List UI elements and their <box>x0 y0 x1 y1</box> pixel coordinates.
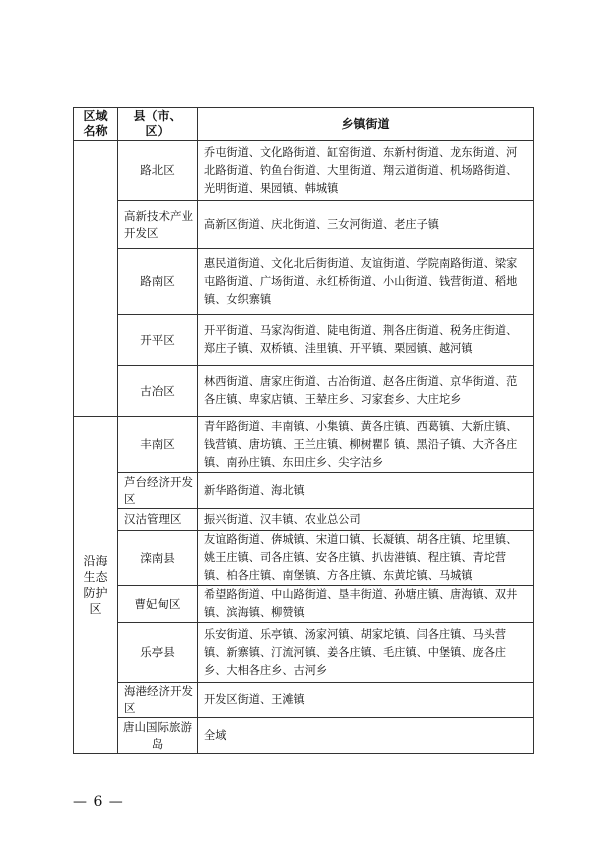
towns-cell: 新华路街道、海北镇 <box>198 473 534 509</box>
towns-cell: 乔屯街道、文化路街道、缸窑街道、东新村街道、龙东街道、河北路街道、钓鱼台街道、大里街道、翔云道街道、机场路街道、光明街道、果园镇、韩城镇 <box>198 141 534 201</box>
towns-cell: 希望路街道、中山路街道、垦丰街道、孙塘庄镇、唐海镇、双井镇、滨海镇、柳赞镇 <box>198 586 534 623</box>
county-cell: 古冶区 <box>118 366 198 417</box>
table-row <box>74 249 534 315</box>
table-row <box>74 683 534 718</box>
towns-cell: 友谊路街道、倴城镇、宋道口镇、长凝镇、胡各庄镇、坨里镇、姚王庄镇、司各庄镇、安各庄镇、扒齿港镇、程庄镇、青坨营镇、柏各庄镇、南堡镇、方各庄镇、东黄坨镇、马城镇 <box>198 531 534 586</box>
towns-cell: 全域 <box>198 718 534 754</box>
county-cell: 乐亭县 <box>118 623 198 683</box>
region-cell-1 <box>74 141 118 417</box>
region-cell-2: 沿海生态防护区 <box>74 417 118 754</box>
table-row <box>74 586 534 623</box>
table-row <box>74 201 534 249</box>
towns-cell: 振兴街道、汉丰镇、农业总公司 <box>198 509 534 531</box>
header-towns: 乡镇街道 <box>198 108 534 141</box>
county-cell: 唐山国际旅游岛 <box>118 718 198 754</box>
towns-cell: 青年路街道、丰南镇、小集镇、黄各庄镇、西葛镇、大新庄镇、钱营镇、唐坊镇、王兰庄镇、柳树瞿阝镇、黑沿子镇、大齐各庄镇、南孙庄镇、东田庄乡、尖字沽乡 <box>198 417 534 473</box>
towns-cell: 林西街道、唐家庄街道、古冶街道、赵各庄街道、京华街道、范各庄镇、卑家店镇、王辇庄乡、习家套乡、大庄坨乡 <box>198 366 534 417</box>
county-cell: 路南区 <box>118 249 198 315</box>
table-row <box>74 366 534 417</box>
table-row <box>74 473 534 509</box>
towns-cell: 乐安街道、乐亭镇、汤家河镇、胡家坨镇、闫各庄镇、马头营镇、新寨镇、汀流河镇、姜各庄镇、毛庄镇、中堡镇、庞各庄乡、大相各庄乡、古河乡 <box>198 623 534 683</box>
county-cell: 开平区 <box>118 315 198 366</box>
header-county: 县（市、区） <box>118 108 198 141</box>
towns-cell: 惠民道街道、文化北后街街道、友谊街道、学院南路街道、梁家屯路街道、广场街道、永红桥街道、小山街道、钱营街道、稻地镇、女织寨镇 <box>198 249 534 315</box>
district-table <box>73 107 534 754</box>
table-row <box>74 531 534 586</box>
table-row <box>74 141 534 201</box>
table-row <box>74 417 534 473</box>
county-cell: 海港经济开发区 <box>118 683 198 718</box>
county-cell: 芦台经济开发区 <box>118 473 198 509</box>
table-row <box>74 623 534 683</box>
county-cell: 曹妃甸区 <box>118 586 198 623</box>
county-cell: 滦南县 <box>118 531 198 586</box>
table-row <box>74 509 534 531</box>
page-number: — 6 — <box>73 794 124 810</box>
table-row <box>74 718 534 754</box>
table-header-row <box>74 108 534 141</box>
county-cell: 丰南区 <box>118 417 198 473</box>
towns-cell: 开平街道、马家沟街道、陡电街道、荆各庄街道、税务庄街道、郑庄子镇、双桥镇、洼里镇、开平镇、栗园镇、越河镇 <box>198 315 534 366</box>
county-cell: 路北区 <box>118 141 198 201</box>
towns-cell: 高新区街道、庆北街道、三女河街道、老庄子镇 <box>198 201 534 249</box>
county-cell: 汉沽管理区 <box>118 509 198 531</box>
table-row <box>74 315 534 366</box>
header-region: 区域名称 <box>74 108 118 141</box>
towns-cell: 开发区街道、王滩镇 <box>198 683 534 718</box>
county-cell: 高新技术产业开发区 <box>118 201 198 249</box>
